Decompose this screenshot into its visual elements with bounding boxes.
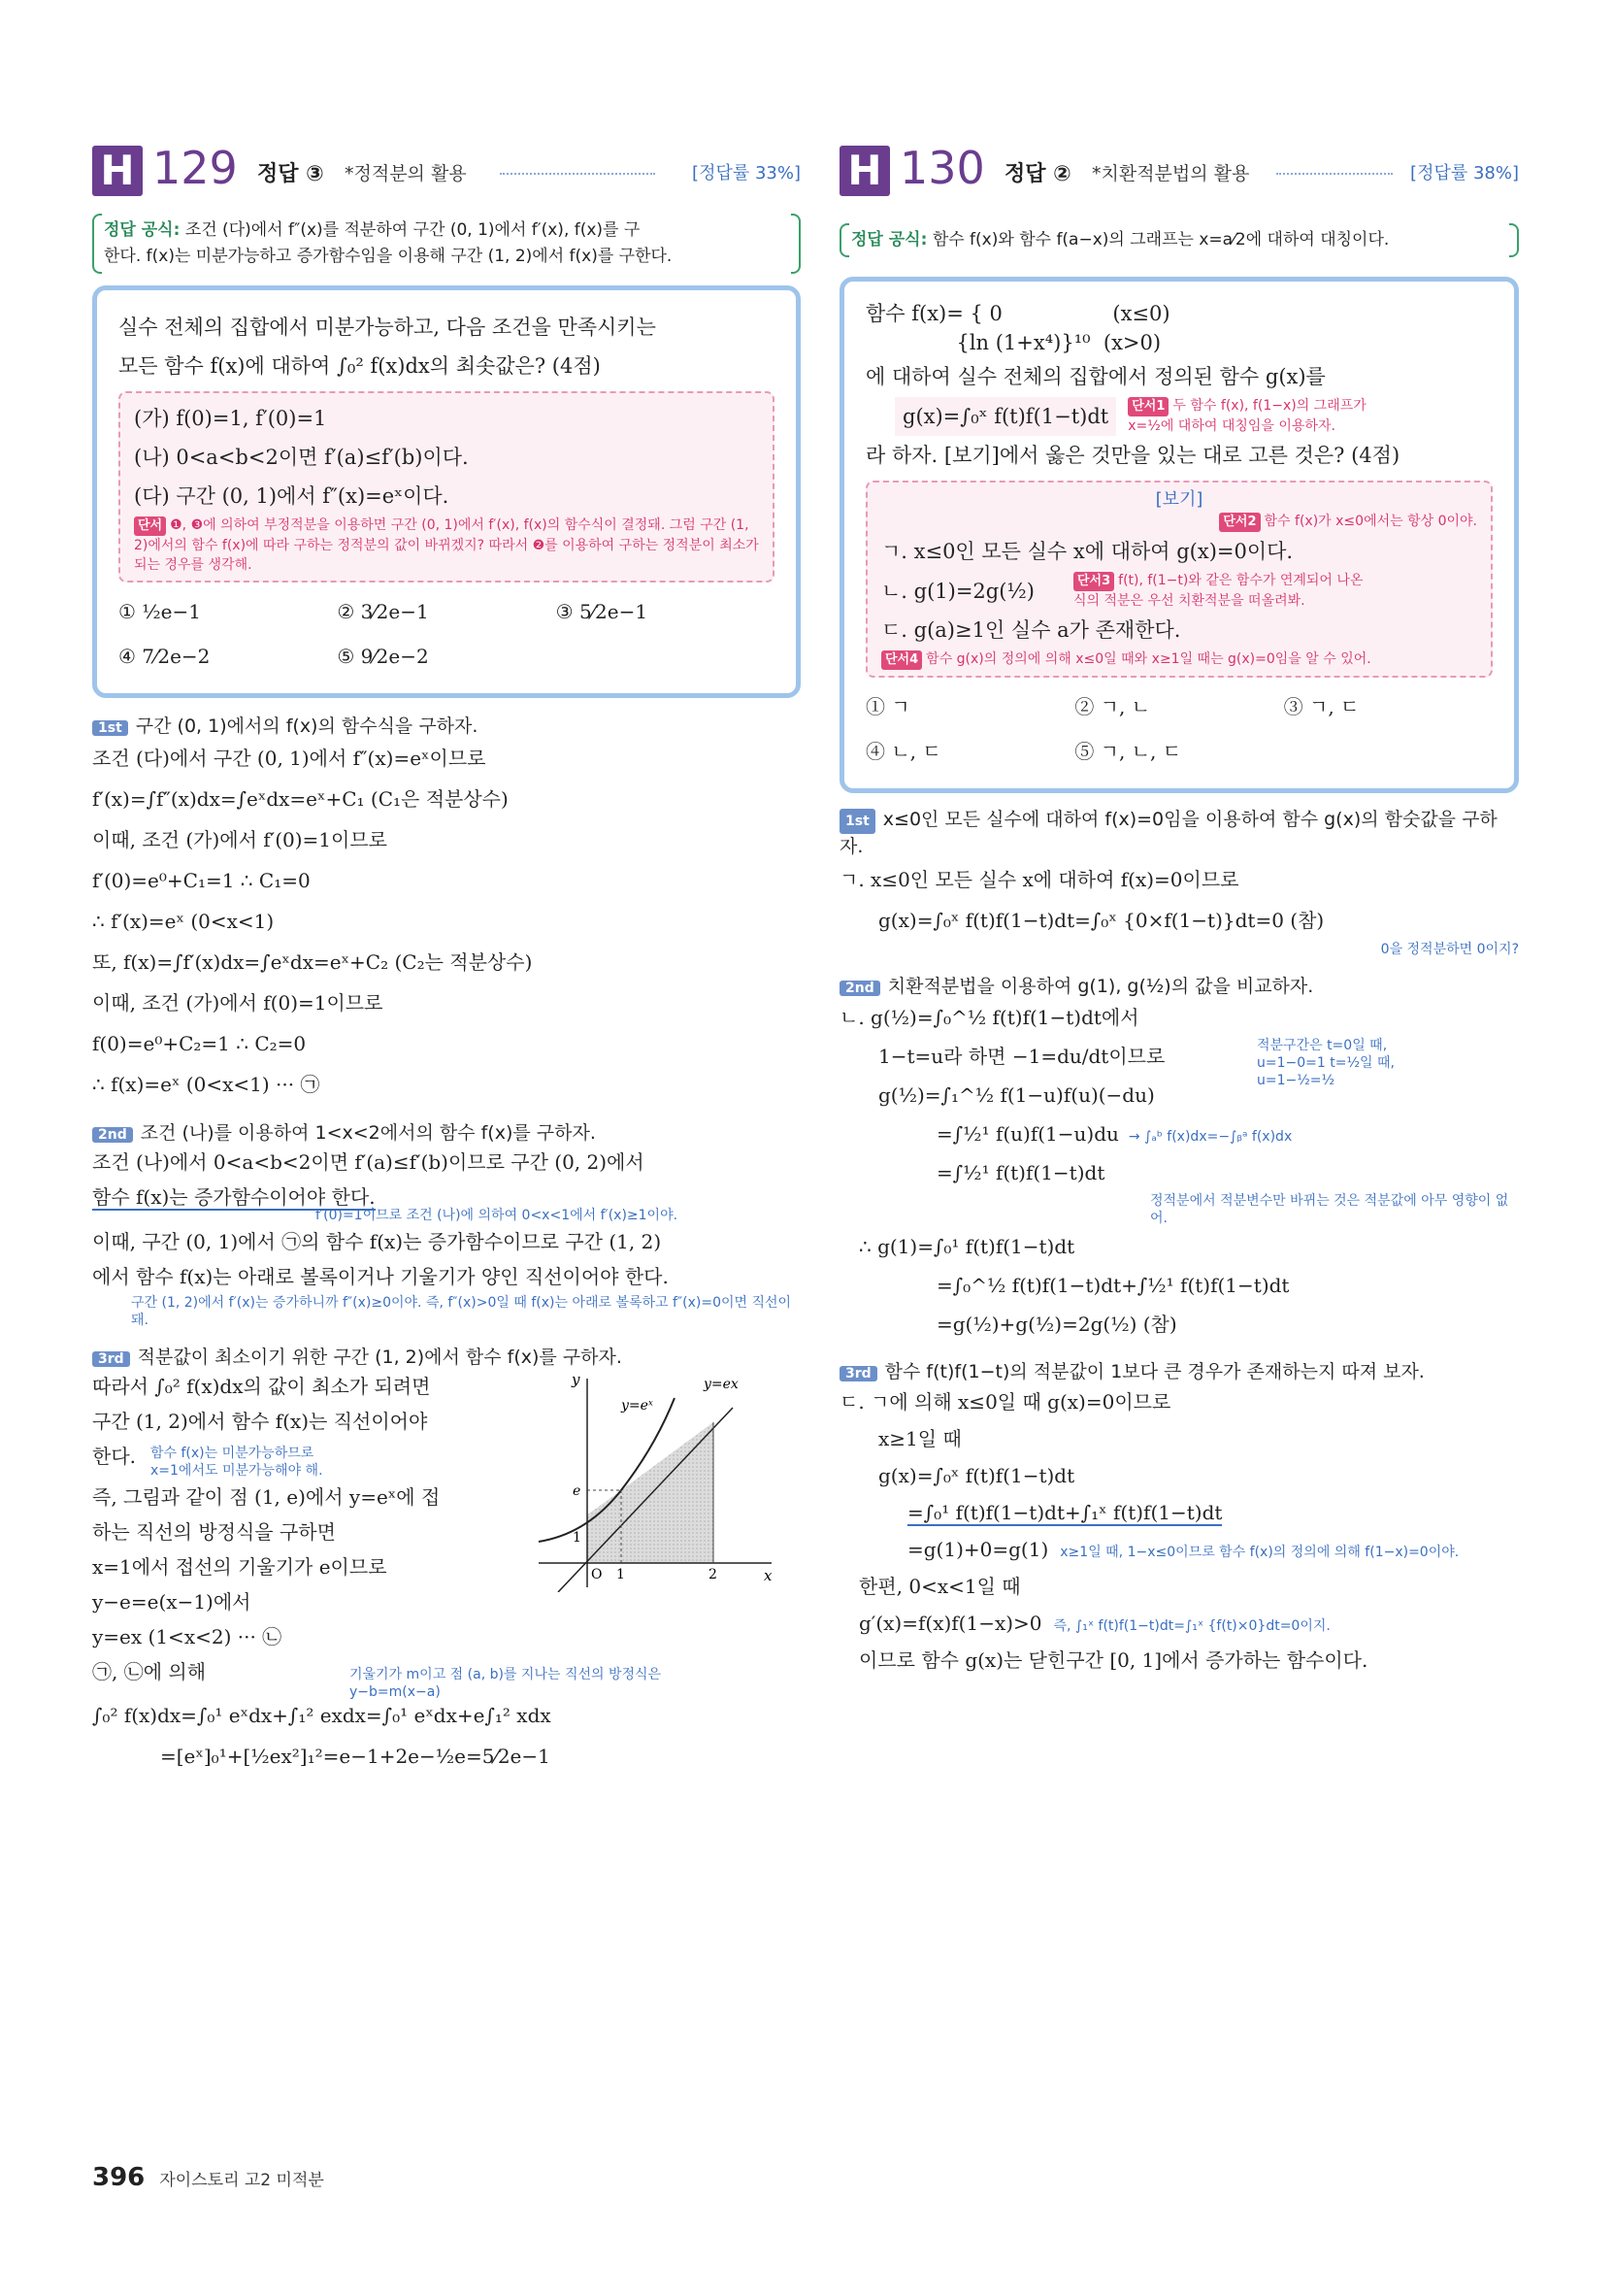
step-1-body	[92, 738, 801, 1105]
condition-c: (다) 구간 (0, 1)에서 f″(x)=eˣ이다.	[134, 484, 449, 508]
condition-a: (가) f(0)=1, f′(0)=1	[134, 407, 327, 430]
tangent-graph	[529, 1369, 781, 1592]
side-note: 0을 정적분하면 0이지?	[1380, 942, 1519, 957]
bogi-item-1: ㄱ. x≤0인 모든 실수 x에 대하여 g(x)=0이다.	[881, 540, 1294, 563]
side-note: 정적분에서 적분변수만 바뀌는 것은 적분값에 아무 영향이 없어.	[1150, 1193, 1509, 1226]
solution-line: ∴ f′(x)=eˣ (0<x<1)	[92, 910, 275, 933]
problem-header	[840, 142, 1519, 206]
problem-number: 130	[900, 142, 985, 194]
formula-text: 함수 f(x)와 함수 f(a−x)의 그래프는 x=a⁄2에 대하여 대칭이다.	[932, 230, 1390, 250]
section-badge: H	[840, 146, 890, 196]
solution-line: 구간 (1, 2)에서 함수 f(x)는 직선이어야	[92, 1410, 428, 1433]
hint-tag: 단서	[134, 516, 166, 536]
solution-line: y−e=e(x−1)에서	[92, 1590, 251, 1614]
choice-5: ⑤ ㄱ, ㄴ, ㄷ	[1074, 740, 1182, 763]
accuracy-rate: [정답률 33%]	[692, 163, 801, 183]
page-footer	[92, 2163, 324, 2192]
problem-header	[92, 142, 801, 206]
solution-line: 조건 (나)에서 0<a<b<2이면 f′(a)≤f′(b)이므로 구간 (0, 2)에서	[92, 1150, 644, 1174]
step-2-title	[840, 972, 1519, 998]
solution-line: ㄱ. x≤0인 모든 실수 x에 대하여 f(x)=0이므로	[840, 868, 1239, 891]
book-title: 자이스토리 고2 미적분	[159, 2171, 324, 2190]
hint-note-1	[1128, 396, 1380, 436]
hint-text: 함수 f(x)가 x≤0에서는 항상 0이야.	[1264, 514, 1477, 529]
solution-line: 또, f(x)=∫f′(x)dx=∫eˣdx=eˣ+C₂ (C₂는 적분상수)	[92, 950, 533, 974]
step-2-text: 조건 (나)를 이용하여 1<x<2에서의 함수 f(x)를 구하자.	[140, 1122, 596, 1144]
tick-e: e	[573, 1483, 581, 1499]
step-1-tag: 1st	[840, 809, 875, 834]
step-2-tag: 2nd	[92, 1127, 133, 1143]
solution-line: g(½)=∫₁^½ f(1−u)f(u)(−du)	[878, 1083, 1155, 1107]
step-3-title	[840, 1357, 1519, 1383]
step-2-title	[92, 1118, 801, 1145]
tick-1: 1	[573, 1530, 581, 1546]
bogi-box	[866, 481, 1493, 678]
equation-text: g′(x)=f(x)f(1−x)>0	[859, 1612, 1042, 1635]
solution-line: 하는 직선의 방정식을 구하면	[92, 1520, 336, 1544]
question-line-1: 실수 전체의 집합에서 미분가능하고, 다음 조건을 만족시키는	[118, 316, 656, 339]
solution-line: x≥1일 때	[878, 1427, 962, 1450]
right-column	[840, 142, 1519, 1679]
hint-note	[134, 516, 759, 575]
y-axis-label: y	[572, 1371, 580, 1388]
problem-number: 129	[152, 142, 238, 194]
step-3-title	[92, 1343, 801, 1369]
curve-label-line: y=ex	[704, 1377, 739, 1392]
x-tick-2: 2	[708, 1567, 717, 1582]
solution-line: f′(0)=e⁰+C₁=1 ∴ C₁=0	[92, 869, 311, 892]
solution-line: ∴ g(1)=∫₀¹ f(t)f(1−t)dt	[859, 1235, 1075, 1258]
step-3-text: 적분값이 최소이기 위한 구간 (1, 2)에서 함수 f(x)를 구하자.	[137, 1347, 622, 1368]
function-def-1: 함수 f(x)= { 0 (x≤0)	[866, 302, 1170, 325]
step-1-title	[92, 712, 801, 738]
bogi-title: [보기]	[1155, 489, 1203, 510]
hint-text: 함수 g(x)의 정의에 의해 x≤0일 때와 x≥1일 때는 g(x)=0임을 알 수 있어.	[926, 651, 1371, 667]
hint-tag: 단서1	[1128, 397, 1169, 416]
side-note: 적분구간은 t=0일 때, u=1−0=1 t=½일 때, u=1−½=½	[1257, 1038, 1395, 1088]
step-3-body	[840, 1383, 1519, 1679]
equation-text: =∫½¹ f(u)f(1−u)du	[937, 1122, 1119, 1146]
accuracy-rate: [정답률 38%]	[1410, 163, 1519, 183]
solution-line: ㄷ. ㄱ에 의해 x≤0일 때 g(x)=0이므로	[840, 1390, 1171, 1414]
solution-line: 따라서 ∫₀² f(x)dx의 값이 최소가 되려면	[92, 1375, 431, 1398]
hint-note-2	[881, 512, 1477, 532]
g-definition-row	[866, 396, 1493, 436]
bogi-item-2: ㄴ. g(1)=2g(½)	[881, 579, 1035, 603]
side-note: 구간 (1, 2)에서 f′(x)는 증가하니까 f″(x)≥0이야. 즉, f″(x)>0일 때 f(x)는 아래로 볼록하고 f″(x)=0이면 직선이 돼.	[131, 1295, 792, 1328]
problem-box	[840, 277, 1519, 793]
choice-5: ⑤ 9⁄2e−2	[337, 645, 429, 668]
solution-line: x=1에서 접선의 기울기가 e이므로	[92, 1555, 387, 1579]
step-3-body	[92, 1369, 801, 1700]
solution-line: 이므로 함수 g(x)는 닫힌구간 [0, 1]에서 증가하는 함수이다.	[859, 1648, 1368, 1672]
problem-box	[92, 285, 801, 698]
solution-line	[859, 1568, 1519, 1605]
side-note: 기울기가 m이고 점 (a, b)를 지나는 직선의 방정식은 y−b=m(x−a)	[349, 1667, 662, 1700]
underlined-text: 함수 f(x)는 증가함수이어야 한다.	[92, 1185, 376, 1209]
bogi-item-2-row	[881, 571, 1477, 611]
formula-label: 정답 공식:	[851, 230, 928, 250]
equation-text: 한편, 0<x<1일 때	[859, 1575, 1021, 1598]
solution-line	[907, 1531, 1519, 1568]
solution-line: 이때, 조건 (가)에서 f′(0)=1이므로	[92, 828, 387, 851]
side-note: 함수 f(x)는 미분가능하므로 x=1에서도 미분가능해야 해.	[150, 1446, 323, 1479]
solution-line: 한다.	[92, 1445, 136, 1468]
choice-4: ④ 7⁄2e−2	[118, 645, 211, 668]
solution-line	[907, 1494, 1519, 1531]
g-definition: g(x)=∫₀ˣ f(t)f(1−t)dt	[895, 397, 1116, 436]
choice-2: ② ㄱ, ㄴ	[1074, 695, 1151, 718]
hint-tag: 단서2	[1219, 513, 1260, 532]
solution-line	[859, 1605, 1519, 1642]
curve-label-exp: y=eˣ	[621, 1398, 653, 1414]
step-2-body	[92, 1145, 801, 1329]
solution-line: 에서 함수 f(x)는 아래로 볼록이거나 기울기가 양인 직선이어야 한다.	[92, 1265, 669, 1288]
hint-note-3	[1073, 571, 1365, 611]
hint-tag: 단서4	[881, 650, 922, 670]
section-badge: H	[92, 146, 143, 196]
choice-2: ② 3⁄2e−1	[337, 600, 429, 623]
side-note: x≥1일 때, 1−x≤0이므로 함수 f(x)의 정의에 의해 f(1−x)=0이야.	[1060, 1545, 1460, 1560]
side-note: → ∫ₐᵇ f(x)dx=−∫ᵦᵃ f(x)dx	[1128, 1129, 1293, 1145]
hint-note-4	[881, 649, 1477, 670]
solution-line: ㄴ. g(½)=∫₀^½ f(t)f(1−t)dt에서	[840, 1006, 1139, 1029]
solution-line: =∫₀^½ f(t)f(1−t)dt+∫½¹ f(t)f(1−t)dt	[937, 1274, 1290, 1297]
solution-line: ∴ f(x)=eˣ (0<x<1) ··· ㉠	[92, 1073, 320, 1096]
step-1-body	[840, 859, 1519, 958]
solution-line: g(x)=∫₀ˣ f(t)f(1−t)dt	[878, 1464, 1075, 1487]
function-def-2: {ln (1+x⁴)}¹⁰ (x>0)	[866, 331, 1162, 354]
page-number: 396	[92, 2163, 146, 2192]
step-2-body	[840, 998, 1519, 1344]
solution-line: ∫₀² f(x)dx=∫₀¹ eˣdx+∫₁² exdx=∫₀¹ eˣdx+e∫₁² xdx	[92, 1704, 551, 1727]
step-3-text: 함수 f(t)f(1−t)의 적분값이 1보다 큰 경우가 존재하는지 따져 보자.	[884, 1361, 1425, 1382]
solution-line: f(0)=e⁰+C₂=1 ∴ C₂=0	[92, 1032, 307, 1055]
hint-text: ❶, ❸에 의하여 부정적분을 이용하면 구간 (0, 1)에서 f′(x), f(x)의 함수식이 결정돼. 그럼 구간 (1, 2)에서의 함수 f(x)에 따라 구하는 정적분의 값이 바뀌겠지? 따라서 ❷를 이용하여 구하는 정적분이 최소가 되는 경우를 생각해.	[134, 517, 759, 573]
x-axis-label: x	[764, 1567, 773, 1584]
solution-line: =∫½¹ f(t)f(1−t)dt	[937, 1161, 1105, 1184]
dotted-leader	[500, 173, 655, 175]
equation-text: =g(1)+0=g(1)	[907, 1538, 1049, 1561]
solution-line: =g(½)+g(½)=2g(½) (참)	[937, 1313, 1177, 1336]
solution-line: 조건 (다)에서 구간 (0, 1)에서 f″(x)=eˣ이므로	[92, 747, 486, 770]
x-tick-1: 1	[616, 1567, 625, 1582]
dotted-leader	[1276, 173, 1393, 175]
answer-choices	[118, 592, 774, 676]
final-calculation	[92, 1695, 801, 1777]
question-line-1: 에 대하여 실수 전체의 집합에서 정의된 함수 g(x)를	[866, 365, 1326, 388]
topic-label: *정적분의 활용	[345, 163, 467, 184]
step-3-tag: 3rd	[92, 1351, 130, 1367]
answer-label: 정답 ③	[257, 162, 324, 186]
solution-line: 1−t=u라 하면 −1=du/dt이므로	[878, 1045, 1166, 1068]
step-2-text: 치환적분법을 이용하여 g(1), g(½)의 값을 비교하자.	[887, 976, 1314, 997]
answer-label: 정답 ②	[1005, 162, 1071, 186]
choice-1: ① ½e−1	[118, 600, 201, 623]
topic-label: *치환적분법의 활용	[1092, 163, 1250, 184]
choice-3: ③ ㄱ, ㄷ	[1283, 695, 1360, 718]
step-3-text-block	[92, 1369, 500, 1689]
solution-line	[937, 1115, 1519, 1153]
side-note: f′(0)=1이므로 조건 (나)에 의하여 0<x<1에서 f′(x)≥1이야.	[315, 1208, 678, 1223]
underlined-text: =∫₀¹ f(t)f(1−t)dt+∫₁ˣ f(t)f(1−t)dt	[907, 1501, 1223, 1524]
formula-text-1: 조건 (다)에서 f″(x)를 적분하여 구간 (0, 1)에서 f′(x), f(x)를 구	[184, 220, 641, 240]
solution-line: y=ex (1<x<2) ··· ㉡	[92, 1625, 282, 1648]
step-3-tag: 3rd	[840, 1366, 877, 1381]
answer-formula	[92, 214, 801, 274]
step-2-tag: 2nd	[840, 981, 880, 996]
solution-line: 즉, 그림과 같이 점 (1, e)에서 y=eˣ에 접	[92, 1485, 441, 1509]
solution-line: f′(x)=∫f″(x)dx=∫eˣdx=eˣ+C₁ (C₁은 적분상수)	[92, 787, 509, 811]
solution-line: =[eˣ]₀¹+[½ex²]₁²=e−1+2e−½e=5⁄2e−1	[160, 1745, 550, 1768]
condition-b: (나) 0<a<b<2이면 f′(a)≤f′(b)이다.	[134, 446, 469, 469]
hint-tag: 단서3	[1073, 572, 1114, 591]
step-1-title	[840, 807, 1519, 859]
left-column	[92, 142, 801, 1777]
solution-line: 이때, 조건 (가)에서 f(0)=1이므로	[92, 991, 383, 1015]
solution-line: g(x)=∫₀ˣ f(t)f(1−t)dt=∫₀ˣ {0×f(1−t)}dt=0 (참)	[878, 909, 1325, 932]
conditions-box	[118, 391, 774, 582]
step-1-text: 구간 (0, 1)에서의 f(x)의 함수식을 구하자.	[135, 715, 478, 737]
solution-line: ㉠, ㉡에 의해	[92, 1660, 207, 1683]
choice-1: ① ㄱ	[866, 695, 910, 718]
hint-text: f(t), f(1−t)와 같은 함수가 연계되어 나온 식의 적분은 우선 치환적분을 떠올려봐.	[1072, 573, 1364, 609]
formula-text-2: 한다. f(x)는 미분가능하고 증가함수임을 이용해 구간 (1, 2)에서 f(x)를 구한다.	[104, 247, 673, 266]
side-note: 즉, ∫₁ˣ f(t)f(1−t)dt=∫₁ˣ {f(t)×0}dt=0이지.	[1053, 1618, 1331, 1634]
solution-line: 이때, 구간 (0, 1)에서 ㉠의 함수 f(x)는 증가함수이므로 구간 (1, 2)	[92, 1230, 662, 1253]
step-1-text: x≤0인 모든 실수에 대하여 f(x)=0임을 이용하여 함수 g(x)의 함숫값을 구하자.	[840, 809, 1498, 857]
answer-choices	[866, 687, 1493, 771]
origin-label: O	[591, 1567, 603, 1582]
question-line-3: 라 하자. [보기]에서 옳은 것만을 있는 대로 고른 것은? (4점)	[866, 444, 1400, 467]
step-1-tag: 1st	[92, 720, 128, 736]
bogi-item-3: ㄷ. g(a)≥1인 실수 a가 존재한다.	[881, 618, 1181, 642]
question-line-2: 모든 함수 f(x)에 대하여 ∫₀² f(x)dx의 최솟값은? (4점)	[118, 354, 601, 378]
choice-3: ③ 5⁄2e−1	[555, 600, 648, 623]
formula-label: 정답 공식:	[104, 220, 181, 240]
hint-text: 두 함수 f(x), f(1−x)의 그래프가 x=½에 대하여 대칭임을 이용하자.	[1128, 398, 1367, 434]
answer-formula	[840, 223, 1519, 257]
choice-4: ④ ㄴ, ㄷ	[866, 740, 941, 763]
